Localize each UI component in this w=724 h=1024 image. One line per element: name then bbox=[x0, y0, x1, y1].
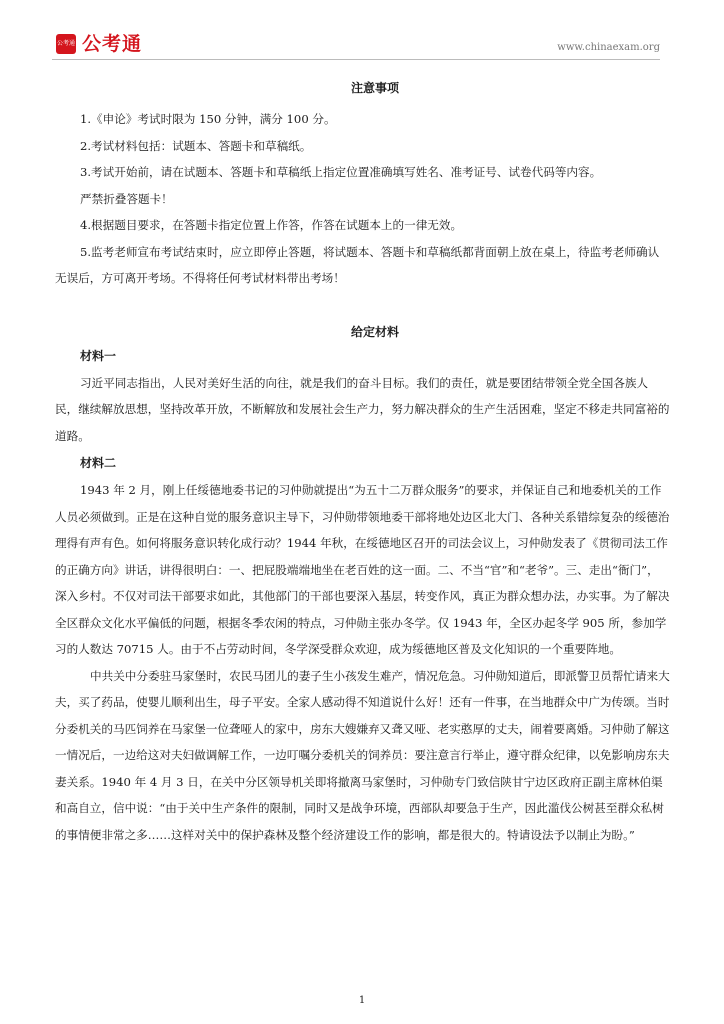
notice-item: 5.监考老师宣布考试结束时，应立即停止答题，将试题本、答题卡和草稿纸都背面朝上放在桌上，待监考老师确认无误后，方可离开考场。不得将任何考试材料带出考场！ bbox=[55, 244, 660, 285]
notice-item: 4.根据题目要求，在答题卡指定位置上作答，作答在试题本上的一律无效。 bbox=[80, 218, 463, 232]
notice-title: 注意事项 bbox=[350, 81, 399, 95]
material-2-paragraph-2: 中共关中分委驻马家堡时，农民马团儿的妻子生小孩发生难产，情况危急。习仲勋知道后，即派警卫员帮忙请来大夫，买了药品，使婴儿顺利出生，母子平安。全家人感动得不知道说什么好！还有一件事，在当地群众中广为传颂。当时分委机关的马匹饲养在马家堡一位聋哑人的家中，房东大嫂嫌弃又聋又哑、老实憨厚的丈夫，闹着要离婚。习仲勋了解这一情况后，一边给这对夫妇做调解工作，一边叮嘱分委机关的饲养员：要注意言行举止，遵守群众纪律，以免影响房东夫妻关系。1940 年 4 月 3 日，在关中分区领导机关即将撤离马家堡时，习仲勋专门致信陕甘宁边区政府正副主席林伯渠和高自立，信中说：“由于关中生产条件的限制，同时又是战争环境，西部队却要急于生产，因此滥伐公树甚至群众私树的事情便非常之多……这样对关中的保护森林及整个经济建设工作的影响，都是很大的。特请设法予以制止为盼。” bbox=[55, 668, 670, 842]
materials-title: 给定材料 bbox=[350, 324, 399, 339]
notice-item: 1.《申论》考试时限为 150 分钟，满分 100 分。 bbox=[80, 112, 336, 126]
notice-item: 3.考试开始前，请在试题本、答题卡和草稿纸上指定位置准确填写姓名、准考证号、试卷代码等内容。 bbox=[80, 165, 602, 179]
material-1-text: 习近平同志指出，人民对美好生活的向往，就是我们的奋斗目标。我们的责任，就是要团结带领全党全国各族人民，继续解放思想，坚持改革开放，不断解放和发展社会生产力，努力解决群众的生产生活困难，坚定不移走共同富裕的道路。 bbox=[55, 375, 670, 443]
logo-icon: 公考通 bbox=[56, 34, 76, 54]
page-header bbox=[46, 32, 666, 58]
page-number: 1 bbox=[358, 995, 366, 1006]
site-url: www.chinaexam.org bbox=[557, 42, 660, 53]
notice-item: 严禁折叠答题卡！ bbox=[80, 191, 173, 206]
header-divider bbox=[52, 59, 660, 60]
material-2-paragraph-1: 1943 年 2 月，刚上任绥德地委书记的习仲勋就提出“为五十二万群众服务”的要求，并保证自己和地委机关的工作人员必须做到。正是在这种自觉的服务意识主导下，习仲勋带领地委干部将地处边区北大门、各种关系错综复杂的绥德治理得有声有色。如何将服务意识转化成行动？1944 年秋，在绥德地区召开的司法会议上，习仲勋发表了《贯彻司法工作的正确方向》讲话，讲得很明白：一、把屁股端端地坐在老百姓的这一面。二、不当“官”和“老爷”。三、走出“衙门”，深入乡村。不仅对司法干部要求如此，其他部门的干部也要深入基层，转变作风，真正为群众想办法，办实事。为了解决全区群众文化水平偏低的问题，根据冬季农闲的特点，习仲勋主张办冬学。仅 1943 年，全区办起冬学 905 所，参加学习的人数达 70715 人。由于不占劳动时间，冬学深受群众欢迎，成为绥德地区普及文化知识的一个重要阵地。 bbox=[55, 483, 670, 656]
document-body bbox=[55, 78, 670, 848]
notice-item: 2.考试材料包括：试题本、答题卡和草稿纸。 bbox=[80, 138, 312, 153]
material-1-title: 材料一 bbox=[80, 348, 117, 363]
material-2-title: 材料二 bbox=[80, 456, 117, 470]
logo-text: 公考通 bbox=[82, 33, 143, 55]
